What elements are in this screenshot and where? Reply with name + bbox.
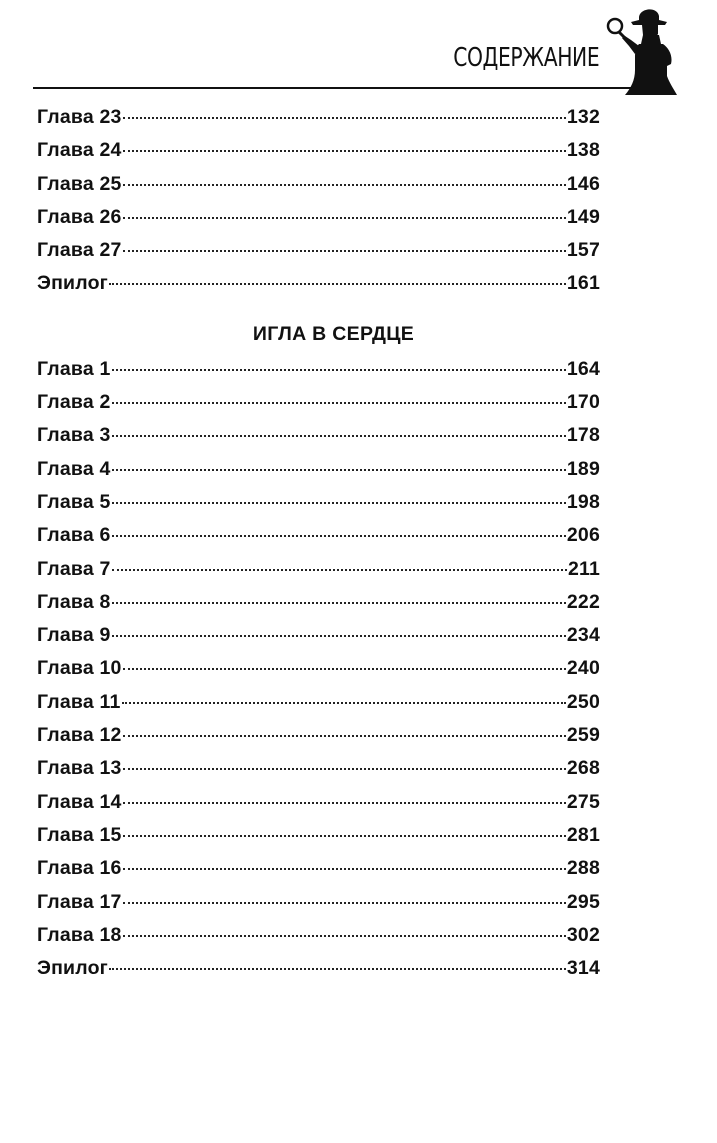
toc-entry [37,724,600,757]
toc-entry-page: 132 [566,106,600,128]
toc-entry [37,173,600,206]
toc-entry-label: Глава 1 [37,357,111,380]
toc-part-1 [37,106,600,306]
toc-entry-page: 206 [566,524,600,547]
dot-leader [123,184,566,186]
toc-entry-page: 170 [566,391,600,414]
toc-entry-label: Глава 2 [37,391,111,414]
toc-entry [37,391,600,424]
toc-entry-label: Глава 8 [37,590,111,613]
toc-entry [37,239,600,272]
toc-entry-page: 146 [566,172,600,195]
toc-entry-label: Глава 16 [37,857,122,880]
toc-entry [37,957,600,990]
dot-leader [112,402,566,404]
dot-leader [123,150,566,152]
toc-entry-page: 164 [566,357,600,380]
dot-leader [123,250,566,252]
header-rule [33,87,648,89]
dot-leader [123,835,566,837]
toc-entry [37,491,600,524]
toc-entry-page: 157 [566,239,600,262]
toc-entry [37,458,600,491]
toc-entry-page: 250 [566,690,600,713]
dot-leader [112,635,566,637]
dot-leader [112,435,566,437]
toc-entry-label: Глава 5 [37,490,111,513]
toc-entry-page: 295 [566,890,600,913]
dot-leader [123,768,566,770]
toc-entry-label: Глава 6 [37,524,111,547]
dot-leader [112,602,566,604]
toc-entry [37,857,600,890]
toc-entry-label: Глава 7 [37,557,111,580]
toc-entry-page: 234 [566,624,600,647]
toc-entry [37,624,600,657]
toc-entry-page: 240 [566,657,600,680]
toc-entry-label: Глава 17 [37,890,122,913]
toc-entry-label: Эпилог [37,272,109,295]
dot-leader [112,502,566,504]
toc-entry-label: Глава 10 [37,657,122,680]
dot-leader [123,902,566,904]
dot-leader [109,968,566,970]
toc-entry-page: 161 [566,272,600,295]
table-of-contents [37,106,600,990]
toc-entry-label: Глава 15 [37,823,122,846]
toc-entry-label: Глава 24 [37,139,122,162]
toc-entry-label: Глава 3 [37,424,111,447]
toc-entry-page: 198 [566,490,600,513]
dot-leader [123,668,566,670]
toc-entry-label: Глава 9 [37,624,111,647]
toc-entry [37,206,600,239]
toc-entry-label: Глава 11 [37,690,121,713]
toc-entry [37,591,600,624]
toc-entry [37,524,600,557]
page-title: СОДЕРЖАНИЕ [452,43,599,73]
toc-entry [37,272,600,305]
toc-entry-label: Глава 26 [37,205,122,228]
toc-entry-page: 288 [566,857,600,880]
dot-leader [123,735,566,737]
dot-leader [123,217,566,219]
toc-entry [37,691,600,724]
dot-leader [109,283,566,285]
toc-part-2 [37,358,600,991]
dot-leader [123,868,566,870]
section-title: ИГЛА В СЕРДЦЕ [252,322,415,345]
toc-entry [37,139,600,172]
toc-entry [37,106,600,139]
toc-entry-page: 222 [566,590,600,613]
detective-silhouette-icon [595,4,685,95]
toc-entry-label: Глава 27 [37,239,122,262]
dot-leader [122,702,566,704]
toc-entry-label: Глава 14 [37,790,122,813]
toc-entry-page: 314 [566,957,600,980]
toc-entry-page: 281 [566,823,600,846]
toc-entry [37,424,600,457]
toc-entry-page: 259 [566,724,600,747]
toc-entry [37,757,600,790]
toc-entry-label: Глава 4 [37,457,111,480]
dot-leader [123,117,566,119]
toc-entry-page: 211 [567,557,600,580]
toc-entry-page: 302 [566,923,600,946]
toc-entry [37,824,600,857]
toc-entry-page: 138 [566,139,600,162]
toc-entry [37,657,600,690]
dot-leader [112,469,566,471]
dot-leader [123,935,566,937]
dot-leader [112,369,566,371]
toc-entry-page: 268 [566,757,600,780]
toc-entry [37,791,600,824]
toc-entry [37,558,600,591]
toc-entry-label: Глава 12 [37,724,122,747]
dot-leader [123,802,566,804]
dot-leader [112,535,566,537]
toc-entry-label: Глава 23 [37,106,122,128]
toc-entry-label: Глава 18 [37,923,122,946]
toc-entry-label: Глава 13 [37,757,122,780]
toc-entry-page: 189 [566,457,600,480]
toc-entry-page: 178 [566,424,600,447]
toc-entry-label: Глава 25 [37,172,122,195]
toc-entry-page: 149 [566,205,600,228]
toc-entry [37,924,600,957]
toc-entry-label: Эпилог [37,957,109,980]
toc-entry-page: 275 [566,790,600,813]
toc-entry [37,358,600,391]
dot-leader [112,569,567,571]
toc-entry [37,891,600,924]
